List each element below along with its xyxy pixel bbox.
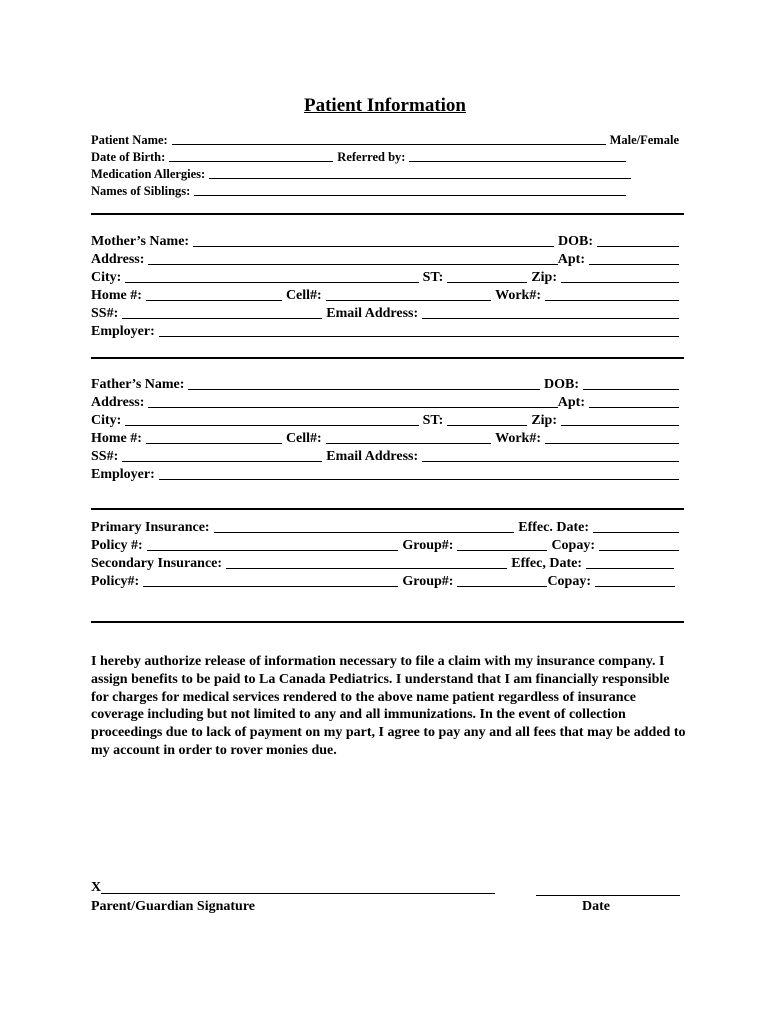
mother-work-label: Work#: — [495, 288, 541, 303]
mother-work-field[interactable] — [545, 300, 679, 301]
siblings-row — [91, 183, 626, 199]
authorization-paragraph: I hereby authorize release of information necessary to file a claim with my insurance company. I assign benefits to be paid to La Canada Pediatrics. I understand that I am financially responsible for charges for medical services rendered to the above name patient regardless of insurance coverage including but not limited to any and all immunizations. In the event of collection proceedings due to lack of payment on my part, I agree to pay any and all fees that may be added to my account in order to rover monies due. — [91, 654, 686, 758]
page-title: Patient Information — [303, 95, 466, 116]
mother-address-field[interactable] — [148, 264, 557, 265]
father-cell-label: Cell#: — [285, 431, 322, 446]
secondary-effec-date-label: Effec, Date: — [511, 556, 582, 571]
allergies-field[interactable] — [209, 178, 631, 179]
mother-home-label: Home #: — [91, 288, 142, 303]
dob-row — [91, 149, 626, 165]
mother-dob-label: DOB: — [558, 234, 593, 249]
siblings-label: Names of Siblings: — [91, 184, 191, 198]
father-name-label: Father’s Name: — [91, 377, 185, 392]
father-name-field[interactable] — [188, 389, 540, 390]
signature-field[interactable] — [101, 893, 495, 894]
mother-employer-field[interactable] — [159, 336, 679, 337]
copay2-label: Copay: — [547, 574, 591, 589]
mother-city-label: City: — [91, 270, 122, 285]
allergies-label: Medication Allergies: — [91, 167, 206, 181]
father-cell-field[interactable] — [326, 443, 491, 444]
group1-field[interactable] — [457, 550, 547, 551]
father-ss-field[interactable] — [122, 461, 322, 462]
sex-label: Male/Female — [609, 133, 679, 147]
copay2-field[interactable] — [595, 586, 675, 587]
mother-address-row — [91, 251, 679, 268]
mother-city-row — [91, 269, 679, 286]
father-home-field[interactable] — [146, 443, 282, 444]
primary-insurance-row — [91, 519, 679, 536]
father-apt-field[interactable] — [589, 407, 679, 408]
mother-employer-label: Employer: — [91, 324, 155, 339]
mother-apt-field[interactable] — [589, 264, 679, 265]
father-email-label: Email Address: — [326, 449, 419, 464]
father-work-field[interactable] — [545, 443, 679, 444]
section-divider — [91, 357, 684, 359]
patient-dob-field[interactable] — [169, 161, 333, 162]
father-city-row — [91, 412, 679, 429]
policy1-row — [91, 537, 679, 554]
primary-effec-date-label: Effec. Date: — [518, 520, 589, 535]
mother-st-field[interactable] — [447, 282, 527, 283]
mother-email-field[interactable] — [422, 318, 679, 319]
policy1-label: Policy #: — [91, 538, 143, 553]
primary-insurance-label: Primary Insurance: — [91, 520, 210, 535]
secondary-insurance-row — [91, 555, 674, 572]
policy2-label: Policy#: — [91, 574, 140, 589]
policy2-row — [91, 573, 675, 590]
father-ss-row — [91, 448, 679, 465]
mother-address-label: Address: — [91, 252, 145, 267]
mother-cell-field[interactable] — [326, 300, 491, 301]
mother-apt-label: Apt: — [557, 252, 585, 267]
father-dob-field[interactable] — [583, 389, 679, 390]
copay1-field[interactable] — [599, 550, 679, 551]
date-label: Date — [582, 899, 610, 914]
mother-ss-row — [91, 305, 679, 322]
siblings-field[interactable] — [194, 195, 626, 196]
mother-employer-row — [91, 323, 679, 340]
father-name-row — [91, 376, 679, 393]
father-zip-field[interactable] — [561, 425, 679, 426]
allergies-row — [91, 166, 631, 182]
father-city-label: City: — [91, 413, 122, 428]
mother-ss-field[interactable] — [122, 318, 322, 319]
secondary-insurance-label: Secondary Insurance: — [91, 556, 223, 571]
copay1-label: Copay: — [551, 538, 595, 553]
date-field[interactable] — [536, 895, 680, 896]
mother-city-field[interactable] — [125, 282, 418, 283]
father-work-label: Work#: — [495, 431, 541, 446]
patient-name-row — [91, 132, 679, 148]
mother-email-label: Email Address: — [326, 306, 419, 321]
father-employer-field[interactable] — [159, 479, 679, 480]
mother-zip-field[interactable] — [561, 282, 679, 283]
father-employer-label: Employer: — [91, 467, 155, 482]
signature-line — [91, 880, 495, 896]
patient-name-field[interactable] — [172, 144, 606, 145]
father-st-field[interactable] — [447, 425, 527, 426]
mother-dob-field[interactable] — [597, 246, 679, 247]
father-email-field[interactable] — [422, 461, 679, 462]
policy2-field[interactable] — [143, 586, 398, 587]
father-zip-label: Zip: — [531, 413, 557, 428]
group2-label: Group#: — [402, 574, 454, 589]
signature-x-mark: X — [91, 880, 102, 895]
referred-by-label: Referred by: — [337, 150, 406, 164]
mother-zip-label: Zip: — [531, 270, 557, 285]
group1-label: Group#: — [402, 538, 454, 553]
mother-name-row — [91, 233, 679, 250]
section-divider — [91, 213, 684, 215]
primary-insurance-field[interactable] — [214, 532, 515, 533]
father-home-label: Home #: — [91, 431, 142, 446]
father-city-field[interactable] — [125, 425, 418, 426]
section-divider — [91, 621, 684, 623]
father-employer-row — [91, 466, 679, 483]
primary-effec-date-field[interactable] — [593, 532, 679, 533]
group2-field[interactable] — [457, 586, 547, 587]
authorization-text — [91, 653, 686, 760]
father-ss-label: SS#: — [91, 449, 119, 464]
patient-dob-label: Date of Birth: — [91, 150, 166, 164]
mother-phone-row — [91, 287, 679, 304]
referred-by-field[interactable] — [409, 161, 626, 162]
policy1-field[interactable] — [147, 550, 399, 551]
mother-home-field[interactable] — [146, 300, 282, 301]
father-address-row — [91, 394, 679, 411]
father-st-label: ST: — [422, 413, 444, 428]
father-address-label: Address: — [91, 395, 145, 410]
mother-cell-label: Cell#: — [285, 288, 322, 303]
mother-name-field[interactable] — [193, 246, 554, 247]
father-phone-row — [91, 430, 679, 447]
secondary-insurance-field[interactable] — [226, 568, 507, 569]
patient-name-label: Patient Name: — [91, 133, 168, 147]
father-apt-label: Apt: — [557, 395, 585, 410]
father-dob-label: DOB: — [544, 377, 579, 392]
mother-ss-label: SS#: — [91, 306, 119, 321]
section-divider — [91, 508, 684, 510]
mother-st-label: ST: — [422, 270, 444, 285]
father-address-field[interactable] — [148, 407, 557, 408]
signature-label: Parent/Guardian Signature — [91, 899, 256, 914]
secondary-effec-date-field[interactable] — [586, 568, 674, 569]
mother-name-label: Mother’s Name: — [91, 234, 190, 249]
